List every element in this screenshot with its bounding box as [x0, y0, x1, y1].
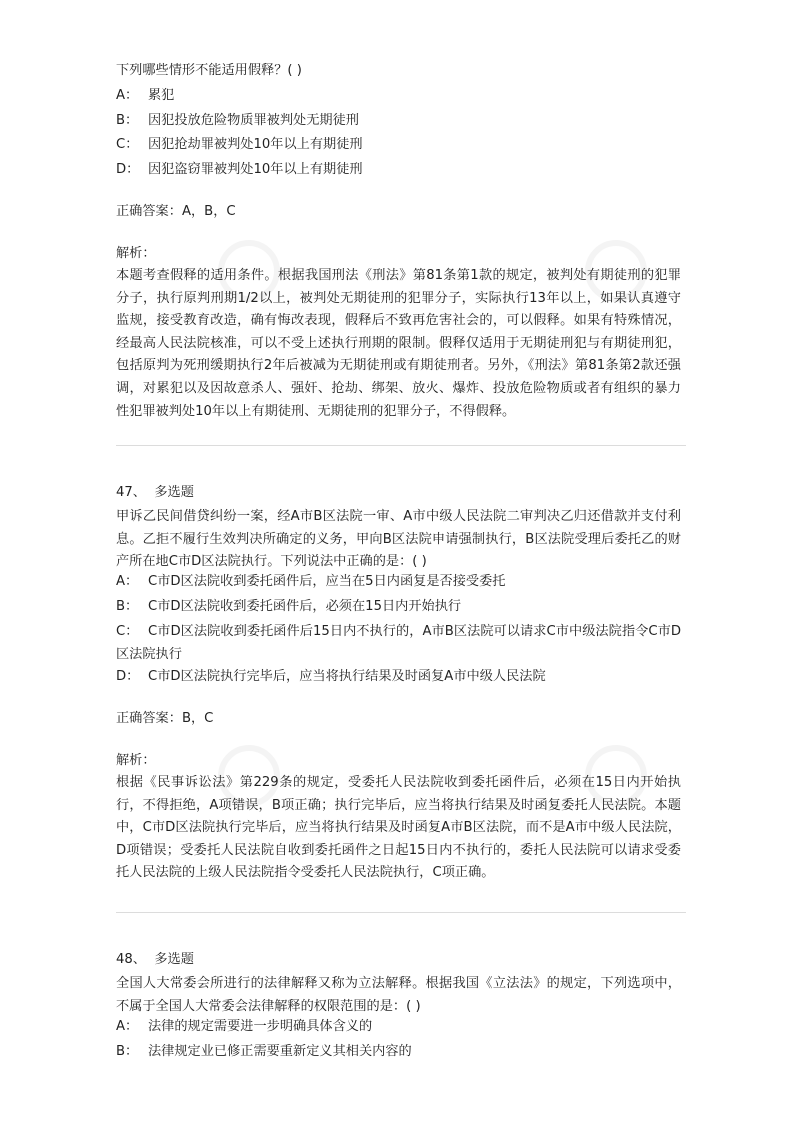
q46-analysis-label: 解析：: [116, 246, 156, 261]
divider: [116, 912, 686, 913]
q48-stem: 全国人大常委会所进行的法律解释又称为立法解释。根据我国《立法法》的规定，下列选项中，不属于全国人大常委会法律解释的权限范围的是：( ): [116, 976, 681, 1014]
q47-answer: 正确答案：B，C: [116, 711, 214, 726]
q47-stem: 甲诉乙民间借贷纠纷一案，经A市B区法院一审、A市中级人民法院二审判决乙归还借款并支付利息。乙拒不履行生效判决所确定的义务，甲向B区法院申请强制执行，B区法院受理后委托乙的财产所在地C市D区法院执行。下列说法中正确的是：( ): [116, 509, 681, 570]
q46-option-c: C： 因犯抢劫罪被判处10年以上有期徒刑: [116, 137, 363, 152]
q48-option-a: A： 法律的规定需要进一步明确具体含义的: [116, 1019, 373, 1034]
q47-analysis: 根据《民事诉讼法》第229条的规定，受委托人民法院收到委托函件后，必须在15日内开始执行，不得拒绝，A项错误，B项正确；执行完毕后，应当将执行结果及时函复委托人民法院。本题中，C市D区法院执行完毕后，应当将执行结果及时函复A市B区法院，而不是A市中级人民法院，D项错误；受委托人民法院自收到委托函件之日起15日内不执行的，委托人民法院可以请求受委托人民法院的上级人民法院指令受委托人民法院执行，C项正确。: [116, 775, 681, 881]
q46-analysis: 本题考查假释的适用条件。根据我国刑法《刑法》第81条第1款的规定，被判处有期徒刑的犯罪分子，执行原判刑期1/2以上，被判处无期徒刑的犯罪分子，实际执行13年以上，如果认真遵守监规，接受教育改造，确有悔改表现，假释后不致再危害社会的，可以假释。如果有特殊情况，经最高人民法院核准，可以不受上述执行刑期的限制。假释仅适用于无期徒刑犯与有期徒刑犯，包括原判为死刑缓期执行2年后被减为无期徒刑或有期徒刑者。另外，《刑法》第81条第2款还强调，对累犯以及因故意杀人、强奸、抢劫、绑架、放火、爆炸、投放危险物质或者有组织的暴力性犯罪被判处10年以上有期徒刑、无期徒刑的犯罪分子，不得假释。: [116, 268, 681, 419]
q47-option-b: B： C市D区法院收到委托函件后，必须在15日内开始执行: [116, 599, 462, 614]
q47-header: 47、 多选题: [116, 485, 194, 500]
q47-analysis-label: 解析：: [116, 753, 156, 768]
q46-option-b: B： 因犯投放危险物质罪被判处无期徒刑: [116, 113, 359, 128]
q46-stem: 下列哪些情形不能适用假释？( ): [116, 63, 302, 78]
q48-option-b: B： 法律规定业已修正需要重新定义其相关内容的: [116, 1044, 412, 1059]
q46-option-a: A： 累犯: [116, 88, 175, 103]
q47-option-d: D： C市D区法院执行完毕后，应当将执行结果及时函复A市中级人民法院: [116, 669, 546, 684]
q48-header: 48、 多选题: [116, 952, 194, 967]
q47-option-c: C： C市D区法院收到委托函件后15日内不执行的，A市B区法院可以请求C市中级法院指令C市D区法院执行: [116, 624, 681, 662]
divider: [116, 445, 686, 446]
q47-option-a: A： C市D区法院收到委托函件后，应当在5日内函复是否接受委托: [116, 574, 506, 589]
q46-answer: 正确答案：A，B，C: [116, 204, 236, 219]
q46-option-d: D： 因犯盗窃罪被判处10年以上有期徒刑: [116, 162, 363, 177]
